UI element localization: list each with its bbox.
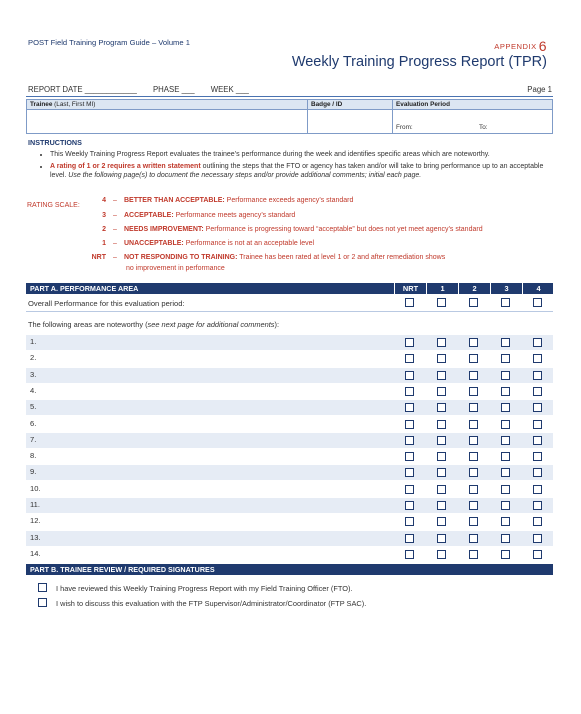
report-title: Weekly Training Progress Report (TPR) [291, 54, 547, 70]
rating-checkbox-1[interactable] [437, 501, 446, 510]
rating-checkbox-3[interactable] [501, 371, 510, 380]
trainee-label [30, 101, 95, 108]
row-number: 14. [30, 548, 41, 558]
table-row [26, 482, 553, 497]
table-row [26, 449, 553, 464]
rating-name: UNACCEPTABLE: [124, 240, 184, 247]
rating-level-1 [82, 240, 532, 247]
trainee-name-field[interactable] [27, 100, 307, 133]
review-statement: I have reviewed this Weekly Training Progress Report with my Field Training Officer (FTO). [56, 584, 353, 593]
rating-checkbox-3[interactable] [501, 534, 510, 543]
column-3: 3 [490, 283, 522, 294]
rating-name: BETTER THAN ACCEPTABLE: [124, 197, 225, 204]
badge-label: Badge / ID [311, 101, 343, 108]
rating-checkbox-nrt[interactable] [405, 403, 414, 412]
rating-checkbox-nrt[interactable] [405, 420, 414, 429]
table-row [26, 368, 553, 383]
column-nrt: NRT [394, 283, 426, 294]
overall-checkbox-4[interactable] [533, 298, 542, 307]
column-4: 4 [522, 283, 554, 294]
table-row [26, 514, 553, 529]
discuss-statement-row[interactable] [38, 598, 366, 608]
trainee-label-text: Trainee [30, 101, 53, 108]
part-b-title: PART B. TRAINEE REVIEW / REQUIRED SIGNATURES [30, 565, 215, 574]
rating-checkbox-nrt[interactable] [405, 550, 414, 559]
review-statement-row[interactable] [38, 583, 353, 593]
row-number: 10. [30, 483, 41, 493]
rating-level-nrt-cont: no improvement in performance [126, 265, 225, 272]
rating-checkbox-4[interactable] [533, 420, 542, 429]
instruction-emphasis: A rating of 1 or 2 requires a written statement [50, 162, 201, 170]
discuss-checkbox[interactable] [38, 598, 47, 607]
table-row [26, 465, 553, 480]
part-b-header [26, 564, 553, 575]
row-number: 8. [30, 451, 37, 461]
rating-checkbox-nrt[interactable] [405, 485, 414, 494]
appendix-label [494, 38, 547, 54]
instruction-italic: Use the following page(s) to document the necessary steps and/or provide additional comments; initial each page. [68, 172, 422, 180]
rating-desc: Performance is progressing toward “acceptable” but does not yet meet agency’s standard [203, 226, 483, 233]
rating-checkbox-1[interactable] [437, 485, 446, 494]
table-row [26, 335, 553, 350]
rating-checkbox-2[interactable] [469, 517, 478, 526]
rating-dash: – [113, 254, 117, 261]
rating-checkbox-4[interactable] [533, 387, 542, 396]
rating-desc: Performance meets agency’s standard [173, 212, 296, 219]
rating-code: 1 [102, 240, 106, 247]
appendix-number: 6 [538, 38, 547, 54]
rating-checkbox-nrt[interactable] [405, 338, 414, 347]
row-number: 13. [30, 532, 41, 542]
rating-checkbox-nrt[interactable] [405, 387, 414, 396]
row-number: 6. [30, 418, 37, 428]
rating-checkbox-1[interactable] [437, 534, 446, 543]
rating-checkbox-1[interactable] [437, 550, 446, 559]
rating-level-nrt [82, 254, 532, 261]
rating-checkbox-nrt[interactable] [405, 354, 414, 363]
rating-dash: – [113, 226, 117, 233]
rating-checkbox-nrt[interactable] [405, 517, 414, 526]
rating-checkbox-nrt[interactable] [405, 501, 414, 510]
instructions-heading: INSTRUCTIONS [28, 138, 82, 147]
overall-checkbox-nrt[interactable] [405, 298, 414, 307]
row-number: 5. [30, 402, 37, 412]
noteworthy-text: The following areas are noteworthy ( [28, 320, 148, 329]
guide-title: POST Field Training Program Guide – Volume 1 [28, 38, 190, 47]
badge-id-field[interactable] [307, 100, 392, 133]
rating-checkbox-1[interactable] [437, 517, 446, 526]
rating-checkbox-4[interactable] [533, 517, 542, 526]
instructions-list [36, 150, 546, 183]
row-number: 11. [30, 500, 40, 509]
rating-checkbox-4[interactable] [533, 452, 542, 461]
rating-checkbox-3[interactable] [501, 452, 510, 461]
phase-field[interactable]: PHASE ___ [152, 85, 195, 94]
rating-checkbox-2[interactable] [469, 550, 478, 559]
rating-checkbox-1[interactable] [437, 452, 446, 461]
rating-dash: – [113, 240, 117, 247]
rating-checkbox-2[interactable] [469, 338, 478, 347]
rating-checkbox-2[interactable] [469, 403, 478, 412]
table-row [26, 433, 553, 448]
instruction-item-1: • This Weekly Training Progress Report evaluates the trainee’s performance during the week and identifies specific areas which are noteworthy. [50, 150, 546, 160]
rating-checkbox-1[interactable] [437, 403, 446, 412]
table-row [26, 498, 553, 513]
period-label: Evaluation Period [396, 101, 450, 108]
table-row [26, 384, 553, 399]
rating-checkbox-3[interactable] [501, 420, 510, 429]
rating-checkbox-1[interactable] [437, 338, 446, 347]
page-number: Page 1 [527, 85, 552, 94]
rating-checkbox-2[interactable] [469, 452, 478, 461]
overall-checkbox-2[interactable] [469, 298, 478, 307]
rating-checkbox-3[interactable] [501, 517, 510, 526]
appendix-word: APPENDIX [494, 42, 537, 51]
to-label: To: [479, 124, 488, 131]
overall-checkbox-1[interactable] [437, 298, 446, 307]
rating-checkbox-nrt[interactable] [405, 436, 414, 445]
row-divider [26, 311, 553, 312]
rating-checkbox-1[interactable] [437, 436, 446, 445]
rating-checkbox-2[interactable] [469, 387, 478, 396]
instruction-item-2 [50, 162, 546, 181]
rating-checkbox-4[interactable] [533, 371, 542, 380]
rating-checkbox-2[interactable] [469, 354, 478, 363]
from-label: From: [396, 124, 413, 131]
rating-checkbox-3[interactable] [501, 387, 510, 396]
rating-checkbox-1[interactable] [437, 420, 446, 429]
rating-checkbox-nrt[interactable] [405, 371, 414, 380]
rating-checkbox-2[interactable] [469, 420, 478, 429]
rating-name: NEEDS IMPROVEMENT: [124, 226, 204, 233]
rating-checkbox-1[interactable] [437, 387, 446, 396]
rating-code: 2 [102, 226, 106, 233]
noteworthy-end: ): [274, 320, 280, 329]
rating-checkbox-nrt[interactable] [405, 452, 414, 461]
instruction-text: outlining the steps that the FTO or agency has taken and/or will take to bring performance up to an acceptable level. [50, 162, 544, 180]
rating-checkbox-2[interactable] [469, 534, 478, 543]
noteworthy-label [28, 320, 279, 329]
rating-checkbox-4[interactable] [533, 468, 542, 477]
rating-scale-label: RATING SCALE: [27, 202, 80, 209]
rating-checkbox-3[interactable] [501, 338, 510, 347]
discuss-statement: I wish to discuss this evaluation with the FTP Supervisor/Administrator/Coordinator (FTP SAC). [56, 599, 367, 608]
rating-checkbox-4[interactable] [533, 354, 542, 363]
rating-checkbox-4[interactable] [533, 436, 542, 445]
rating-desc: Performance is not at an acceptable level [183, 240, 315, 247]
rating-checkbox-3[interactable] [501, 501, 510, 510]
rating-dash: – [113, 212, 117, 219]
row-number: 1. [30, 337, 37, 346]
rating-code: NRT [91, 254, 106, 261]
table-row [26, 417, 553, 432]
rating-checkbox-4[interactable] [533, 501, 542, 510]
rating-checkbox-nrt[interactable] [405, 534, 414, 543]
rating-dash: – [113, 197, 117, 204]
rating-code: 4 [102, 197, 106, 204]
review-checkbox[interactable] [38, 583, 47, 592]
rating-checkbox-2[interactable] [469, 501, 478, 510]
rating-level-3 [82, 212, 532, 219]
rating-checkbox-1[interactable] [437, 468, 446, 477]
noteworthy-italic: see next page for additional comments [147, 320, 275, 329]
trainee-hint: (Last, First MI) [54, 101, 96, 108]
row-number: 3. [30, 369, 37, 379]
rating-checkbox-2[interactable] [469, 485, 478, 494]
rating-checkbox-2[interactable] [469, 371, 478, 380]
rating-checkbox-4[interactable] [533, 403, 542, 412]
row-number: 7. [30, 434, 37, 444]
rating-code: 3 [102, 212, 106, 219]
rating-checkbox-4[interactable] [533, 534, 542, 543]
table-row [26, 351, 553, 366]
part-a-header [26, 283, 553, 294]
rating-checkbox-3[interactable] [501, 436, 510, 445]
row-number: 9. [30, 467, 37, 477]
rating-checkbox-4[interactable] [533, 338, 542, 347]
rating-checkbox-1[interactable] [437, 354, 446, 363]
row-number: 12. [30, 516, 41, 526]
rating-name: ACCEPTABLE: [124, 212, 174, 219]
rating-name: NOT RESPONDING TO TRAINING: [124, 254, 238, 261]
row-number: 2. [30, 353, 37, 363]
rating-checkbox-2[interactable] [469, 436, 478, 445]
rating-checkbox-3[interactable] [501, 403, 510, 412]
rating-checkbox-2[interactable] [469, 468, 478, 477]
table-row [26, 531, 553, 546]
part-a-title: PART A. PERFORMANCE AREA [30, 284, 139, 293]
table-row [26, 400, 553, 415]
week-field[interactable]: WEEK ___ [210, 85, 249, 94]
rating-checkbox-3[interactable] [501, 354, 510, 363]
rating-desc: Trainee has been rated at level 1 or 2 and after remediation shows [237, 254, 446, 261]
evaluation-period-field[interactable] [392, 100, 554, 133]
overall-performance-label: Overall Performance for this evaluation period: [28, 299, 185, 308]
rating-checkbox-3[interactable] [501, 550, 510, 559]
row-number: 4. [30, 385, 37, 395]
report-meta-row [28, 85, 552, 94]
column-1: 1 [426, 283, 458, 294]
rating-checkbox-4[interactable] [533, 485, 542, 494]
column-2: 2 [458, 283, 490, 294]
rating-checkbox-3[interactable] [501, 468, 510, 477]
divider [26, 96, 553, 97]
rating-checkbox-nrt[interactable] [405, 468, 414, 477]
rating-checkbox-4[interactable] [533, 550, 542, 559]
report-date-field[interactable]: REPORT DATE ____________ [28, 85, 137, 94]
rating-checkbox-1[interactable] [437, 371, 446, 380]
rating-desc: Performance exceeds agency’s standard [224, 197, 354, 204]
trainee-info-box [26, 99, 553, 134]
rating-level-4 [82, 197, 532, 204]
overall-checkbox-3[interactable] [501, 298, 510, 307]
rating-checkbox-3[interactable] [501, 485, 510, 494]
rating-level-2 [82, 226, 532, 233]
table-row [26, 547, 553, 562]
